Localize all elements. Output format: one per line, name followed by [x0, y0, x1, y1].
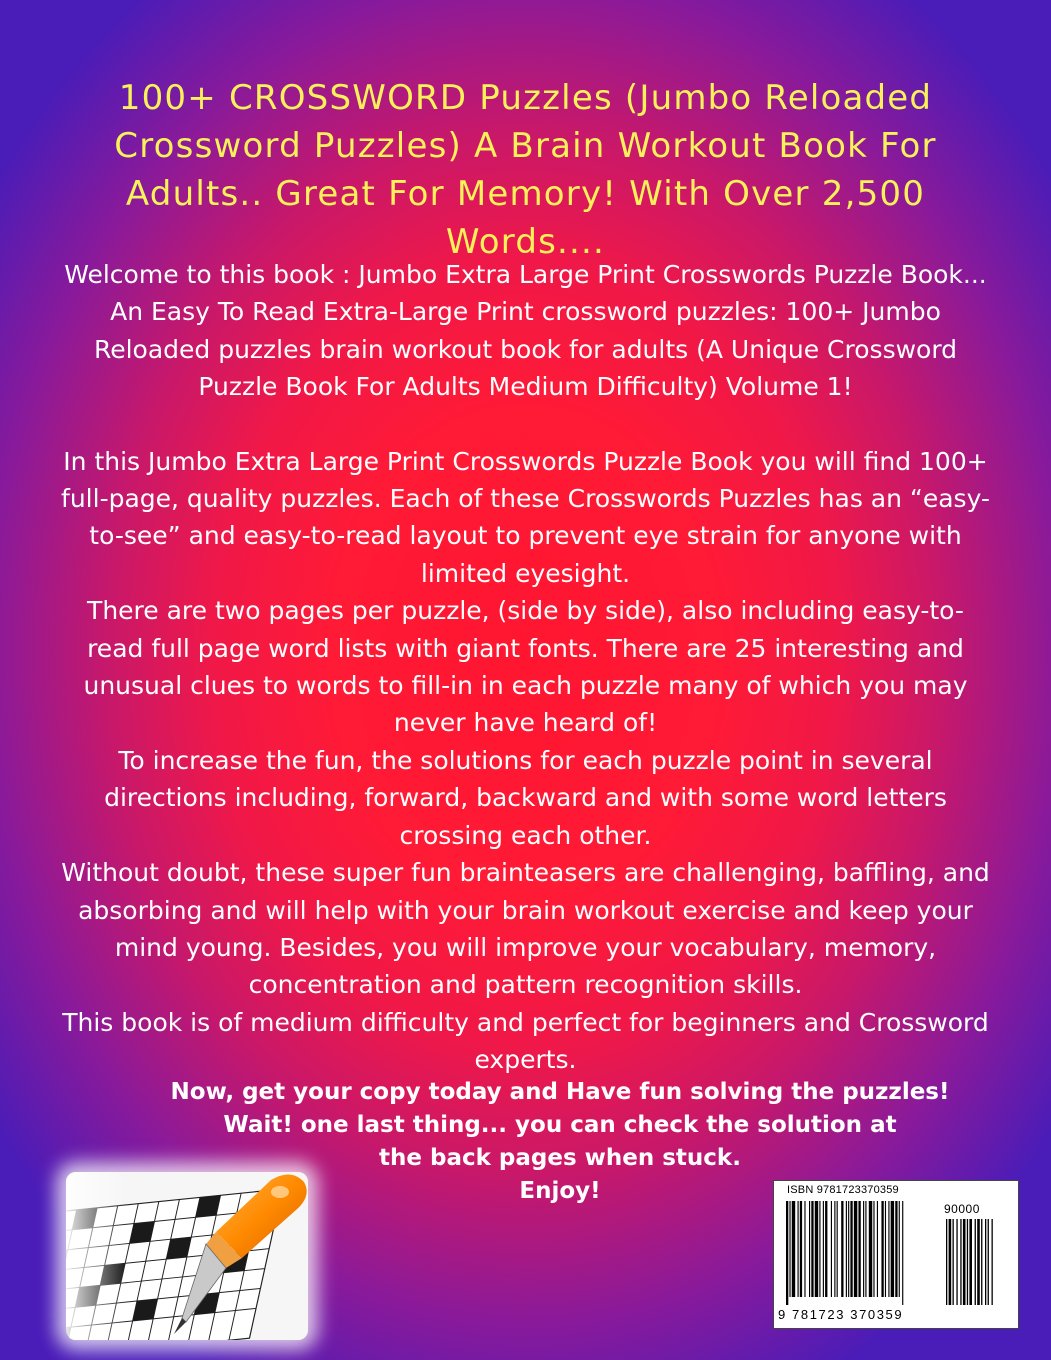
barcode-bar: [841, 1201, 843, 1297]
barcode-bar: [848, 1201, 849, 1297]
barcode-bar: [825, 1201, 827, 1297]
barcode-bar: [873, 1201, 874, 1297]
barcode-bar: [891, 1201, 894, 1297]
barcode-bar: [804, 1201, 805, 1297]
addon-bar: [963, 1219, 966, 1305]
barcode-bar: [786, 1201, 788, 1305]
barcode-bar: [895, 1201, 897, 1297]
addon-bar: [969, 1219, 972, 1305]
barcode-bar: [869, 1201, 872, 1297]
difficulty-paragraph: This book is of medium difficulty and perfect for beginners and Crossword experts.: [62, 1007, 989, 1075]
barcode-icon: [774, 1197, 1018, 1307]
price-addon-code: 90000: [944, 1202, 980, 1216]
welcome-paragraph: Welcome to this book : Jumbo Extra Large Print Crosswords Puzzle Book... An Easy To Read Extra-Large Print crossword puzzles: 100+ Jumbo Reloaded puzzles brain workout book for adults (A Unique Crossword Puzzle Book For Adults Medium Difficulty) Volume 1!: [64, 260, 987, 402]
addon-bar: [981, 1219, 982, 1305]
addon-bar: [977, 1219, 980, 1305]
barcode-bar: [834, 1201, 835, 1297]
barcode-bar: [815, 1201, 818, 1297]
barcode-bar: [858, 1201, 860, 1297]
barcode-bar: [798, 1201, 799, 1297]
addon-bar: [992, 1219, 993, 1305]
addon-bar: [949, 1219, 952, 1305]
description: [60, 256, 991, 1079]
addon-bar: [985, 1219, 986, 1305]
fun-paragraph: To increase the fun, the solutions for each puzzle point in several directions including, forward, backward and with some word letters crossing each other.: [104, 745, 947, 850]
barcode-bar: [831, 1201, 832, 1297]
barcode-bar: [899, 1201, 900, 1297]
pages-paragraph: There are two pages per puzzle, (side by side), also including easy-to-read full page word lists with giant fonts. There are 25 interesting and unusual clues to words to fill-in in each puzzle many of which you may never have heard of!: [83, 596, 968, 738]
barcode-bar: [902, 1201, 903, 1305]
cta-line-1: Now, get your copy today and Have fun solving the puzzles!: [170, 1079, 950, 1105]
addon-bar: [960, 1219, 961, 1305]
cta-line-2: Wait! one last thing... you can check the solution at: [223, 1112, 897, 1138]
addon-bar: [988, 1219, 989, 1305]
barcode-bar: [819, 1201, 820, 1297]
barcode-bar: [809, 1201, 810, 1297]
crossword-grid-icon: [66, 1172, 308, 1340]
barcode-bar: [823, 1201, 824, 1297]
barcode-bar: [877, 1201, 878, 1297]
isbn-barcode: [773, 1180, 1019, 1329]
barcode-bar: [854, 1201, 857, 1297]
barcode-bar: [865, 1201, 866, 1297]
barcode-bar: [850, 1201, 852, 1297]
barcode-bar: [888, 1201, 889, 1297]
barcode-bar: [881, 1201, 883, 1297]
barcode-bar: [863, 1201, 864, 1297]
addon-bar: [953, 1219, 954, 1305]
addon-bar: [956, 1219, 957, 1305]
barcode-bar: [885, 1201, 886, 1297]
addon-bar: [967, 1219, 968, 1305]
crossword-pen-image: [66, 1172, 308, 1340]
cta-line-4: Enjoy!: [519, 1178, 601, 1204]
cta-line-3: the back pages when stuck.: [379, 1145, 741, 1171]
barcode-bar: [800, 1201, 802, 1297]
barcode-bar: [792, 1201, 795, 1297]
barcode-bar: [837, 1201, 838, 1297]
barcode-bar: [846, 1201, 847, 1297]
isbn-digits: 9 781723 370359: [778, 1307, 904, 1322]
doubt-paragraph: Without doubt, these super fun brainteasers are challenging, baffling, and absorbing and will help with your brain workout exercise and keep your mind young. Besides, you will improve your vocabulary, memory, concentration and pattern recognition skills.: [61, 858, 990, 1000]
addon-bar: [946, 1219, 947, 1305]
addon-bar: [975, 1219, 976, 1305]
isbn-label: ISBN 9781723370359: [787, 1184, 899, 1196]
barcode-bar: [811, 1201, 813, 1297]
barcode-bar: [789, 1201, 790, 1297]
intro-paragraph: In this Jumbo Extra Large Print Crosswords Puzzle Book you will find 100+ full-page, quality puzzles. Each of these Crosswords Puzzles has an “easy-to-see” and easy-to-read layout to prevent eye strain for anyone with limited eyesight.: [61, 446, 990, 588]
book-title: 100+ CROSSWORD Puzzles (Jumbo Reloaded Crossword Puzzles) A Brain Workout Book For Adults.. Great For Memory! With Over 2,500 Words....: [114, 78, 937, 262]
